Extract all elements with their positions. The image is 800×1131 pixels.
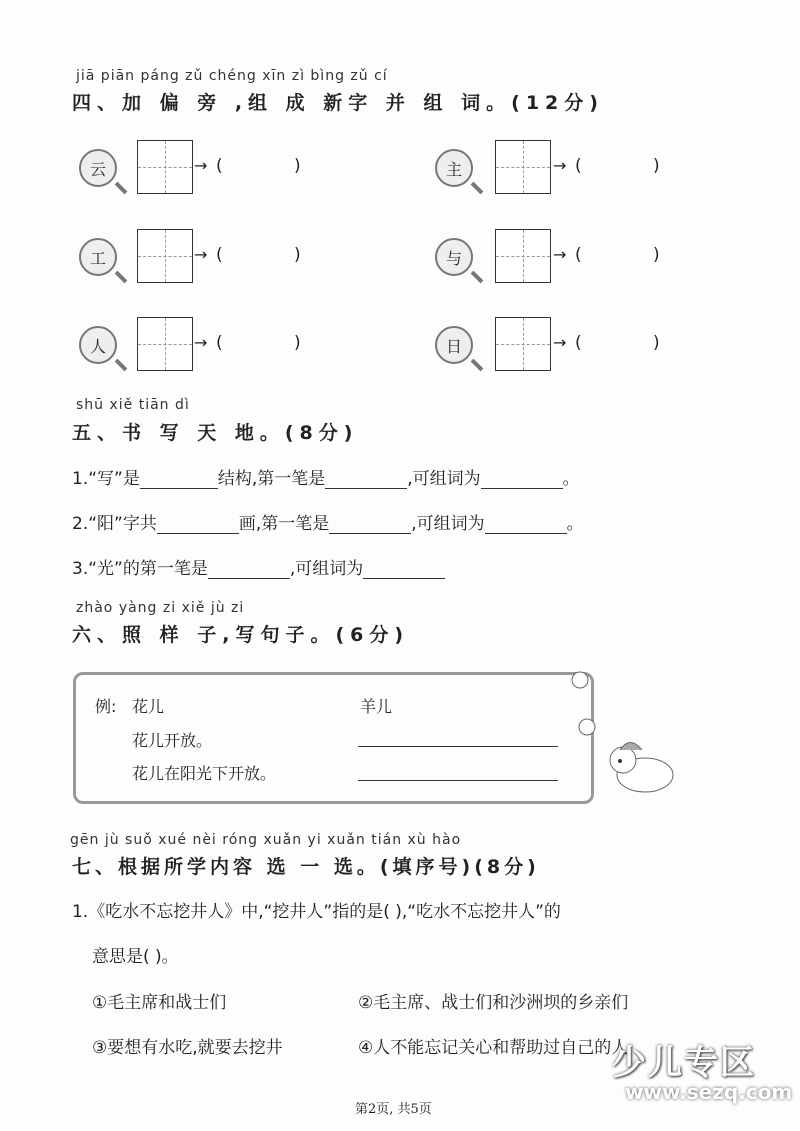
answer-line[interactable]: [358, 746, 558, 747]
answer-line[interactable]: [358, 780, 558, 781]
q-text: 。: [562, 469, 580, 489]
example-text: 花儿: [132, 697, 165, 716]
s6-pinyin: zhào yàng zi xiě jù zi: [76, 600, 245, 616]
q-text: ,可组词为: [407, 469, 481, 489]
answer-blank[interactable]: [485, 515, 567, 534]
s4-pinyin: jiā piān páng zǔ chéng xīn zì bìng zǔ cí: [76, 68, 388, 84]
paren-close: ): [653, 156, 660, 176]
magnifier-icon: 日: [435, 326, 473, 364]
arrow-icon: →: [194, 156, 208, 175]
q-text: 画,第一笔是: [238, 514, 330, 534]
magnifier-icon: 主: [435, 149, 473, 187]
s5-q3: [72, 554, 445, 579]
writing-grid[interactable]: [137, 317, 193, 371]
watermark-logo: 少儿专区: [612, 1043, 756, 1083]
s7-q1-line2: 意思是( )。: [92, 947, 179, 967]
s7-title: 七、根据所学内容 选 一 选。(填序号)(8分): [72, 856, 540, 878]
s5-q2: [72, 509, 584, 534]
q-text: 3.“光”的第一笔是: [72, 559, 208, 579]
s5-pinyin: shū xiě tiān dì: [76, 397, 190, 413]
writing-grid[interactable]: [495, 140, 551, 194]
option-4: ④人不能忘记关心和帮助过自己的人: [358, 1038, 629, 1058]
s5-title: 五、书 写 天 地。(8分): [72, 422, 359, 444]
answer-blank[interactable]: [329, 515, 411, 534]
watermark-url: www.sezq.com: [625, 1080, 793, 1104]
option-1: ①毛主席和战士们: [92, 993, 227, 1013]
paren-close: ): [653, 245, 660, 265]
answer-blank[interactable]: [363, 560, 445, 579]
writing-grid[interactable]: [137, 140, 193, 194]
paren-open: (: [216, 245, 223, 265]
q-text: 1.“写”是: [72, 469, 140, 489]
q-text: 。: [566, 514, 584, 534]
paren-open: (: [575, 156, 582, 176]
s6-title: 六、照 样 子,写句子。(6分): [72, 624, 410, 646]
paren-close: ): [294, 156, 301, 176]
paren-close: ): [294, 245, 301, 265]
s7-q1-line1: 1.《吃水不忘挖井人》中,“挖井人”指的是( ),“吃水不忘挖井人”的: [72, 902, 561, 922]
magnifier-icon: 人: [79, 326, 117, 364]
s4-title: 四、加 偏 旁 ,组 成 新字 并 组 词。(12分): [72, 92, 604, 114]
example-text: 花儿开放。: [132, 731, 213, 750]
s5-q1: [72, 464, 580, 489]
q-text: 结构,第一笔是: [217, 469, 326, 489]
answer-blank[interactable]: [208, 560, 290, 579]
arrow-icon: →: [194, 245, 208, 264]
arrow-icon: →: [553, 245, 567, 264]
option-3: ③要想有水吃,就要去挖井: [92, 1038, 283, 1058]
answer-blank[interactable]: [481, 470, 563, 489]
magnifier-icon: 云: [79, 149, 117, 187]
arrow-icon: →: [553, 333, 567, 352]
arrow-icon: →: [194, 333, 208, 352]
arrow-icon: →: [553, 156, 567, 175]
writing-grid[interactable]: [495, 229, 551, 283]
paren-close: ): [294, 333, 301, 353]
q-text: ,可组词为: [289, 559, 364, 579]
paren-open: (: [575, 245, 582, 265]
writing-grid[interactable]: [495, 317, 551, 371]
magnifier-icon: 工: [79, 238, 117, 276]
paren-open: (: [216, 156, 223, 176]
page-footer: 第2页, 共5页: [355, 1102, 432, 1117]
paren-open: (: [216, 333, 223, 353]
q-text: ,可组词为: [411, 514, 485, 534]
q-text: 2.“阳”字共: [72, 514, 157, 534]
answer-blank[interactable]: [325, 470, 407, 489]
example-label: 例:: [95, 697, 117, 716]
example-text: 花儿在阳光下开放。: [132, 764, 277, 783]
option-2: ②毛主席、战士们和沙洲坝的乡亲们: [358, 993, 629, 1013]
magnifier-icon: 与: [435, 238, 473, 276]
sheep-illustration-icon: [565, 665, 680, 805]
s7-pinyin: gēn jù suǒ xué nèi róng xuǎn yi xuǎn tián xù hào: [70, 832, 462, 848]
paren-close: ): [653, 333, 660, 353]
writing-grid[interactable]: [137, 229, 193, 283]
answer-blank[interactable]: [157, 515, 239, 534]
paren-open: (: [575, 333, 582, 353]
target-text: 羊儿: [360, 697, 393, 716]
answer-blank[interactable]: [140, 470, 218, 489]
